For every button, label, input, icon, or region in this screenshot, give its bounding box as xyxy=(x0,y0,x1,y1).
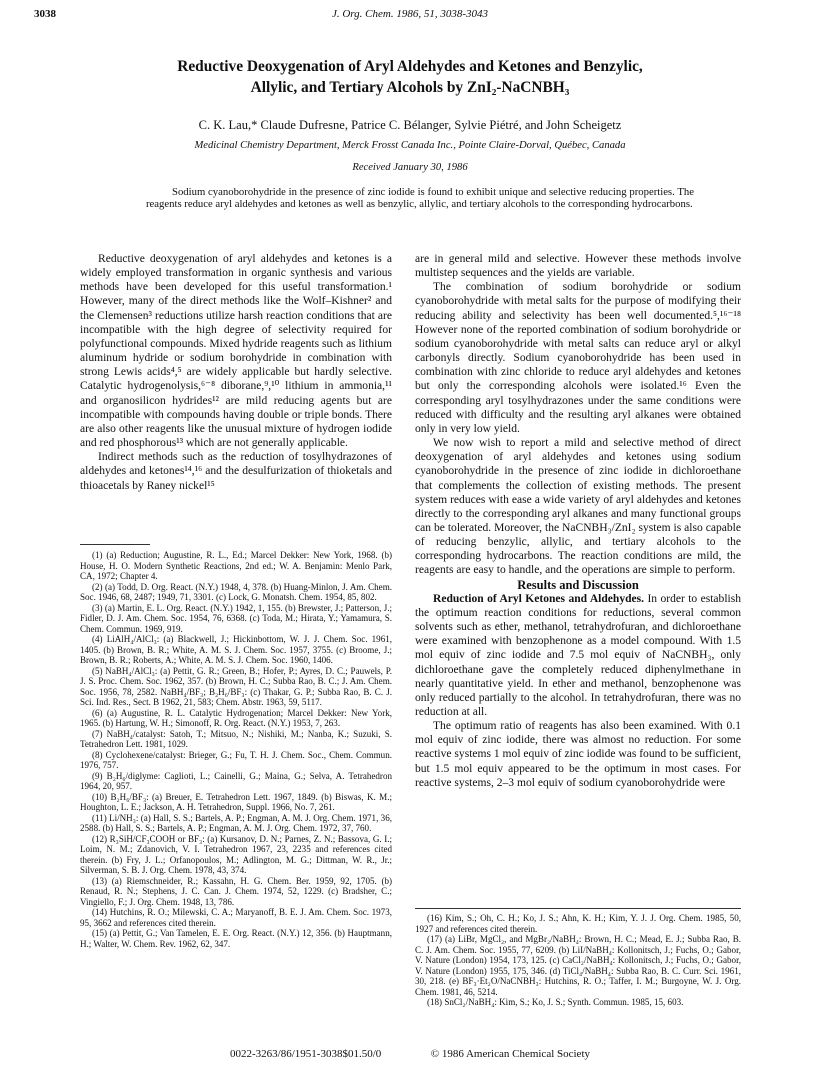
footnote: (4) LiAlH₄/AlCl₃: (a) Blackwell, J.; Hickinbottom, W. J. J. Chem. Soc. 1961, 1405. (b) Brown, B. R.; White, A. M. S. J. Chem. Soc. 1957, 3755. (c) Broome, J.; Brown, B. R.; Roberts, A.; White, A. M. S. J. Chem. Soc. 1960, 1406. xyxy=(80,634,392,665)
footnote: (5) NaBH₄/AlCl₃: (a) Pettit, G. R.; Green, B.; Hofer, P.; Ayres, D. C.; Pauwels, P. J. S. Proc. Chem. Soc. 1962, 357. (b) Brown, H. C.; Subba Rao, B. C.; J. Am. Chem. Soc. 1956, 78, 2582. NaBH₄/BF₃; B₂H₆/BF₃: (c) Thakar, G. P.; Subba Rao, B. C. J. Sci. Ind. Res., Sect. B 1962, 21, 583; Chem. Abstr. 1963, 59, 5117. xyxy=(80,665,392,707)
footnote: (2) (a) Todd, D. Org. React. (N.Y.) 1948, 4, 378. (b) Huang-Minlon, J. Am. Chem. Soc. 1946, 68, 2487; 1949, 71, 3301. (c) Lock, G. Monatsh. Chem. 1954, 85, 802. xyxy=(80,581,392,602)
received-date: Received January 30, 1986 xyxy=(352,162,468,173)
footnote: (18) SnCl₂/NaBH₄: Kim, S.; Ko, J. S.; Synth. Commun. 1985, 15, 603. xyxy=(427,997,684,1007)
footnote-divider xyxy=(80,544,150,545)
copyright: © 1986 American Chemical Society xyxy=(430,1048,590,1060)
abstract: Sodium cyanoborohydride in the presence of zinc iodide is found to exhibit unique and selective reducing properties. The reagents reduce aryl aldehydes and ketones as well as benzylic, allylic, and tertiary alcohols to the corresponding hydrocarbons. xyxy=(146,186,694,211)
journal-citation: J. Org. Chem. 1986, 51, 3038-3043 xyxy=(331,8,489,20)
article-title xyxy=(60,56,760,98)
title-line-2: Allylic, and Tertiary Alcohols by ZnI₂-NaCNBH₃ xyxy=(250,79,570,96)
title-line-1: Reductive Deoxygenation of Aryl Aldehydes and Ketones and Benzylic, xyxy=(177,58,643,75)
right-column xyxy=(415,252,741,790)
page-number: 3038 xyxy=(34,8,56,20)
right-footnotes xyxy=(415,913,741,1008)
section-heading: Results and Discussion xyxy=(517,577,639,592)
footnote: (1) (a) Reduction; Augustine, R. L., Ed.; Marcel Dekker: New York, 1968. (b) House, H. O. Modern Synthetic Reactions, 2nd ed.; W. A. Benjamin: Menlo Park, CA, 1972; Chapter 4. xyxy=(80,550,392,581)
left-footnotes xyxy=(80,550,392,949)
body-paragraph: Indirect methods such as the reduction of tosylhydrazones of aldehydes and ketones¹⁴,¹⁶ and the desulfurization of thioketals and thioacetals by Raney nickel¹⁵ xyxy=(80,451,392,492)
author-list: C. K. Lau,* Claude Dufresne, Patrice C. Bélanger, Sylvie Piétré, and John Scheigetz xyxy=(198,118,622,132)
footnote: (15) (a) Pettit, G.; Van Tamelen, E. E. Org. React. (N.Y.) 12, 356. (b) Hauptmann, H.; Walter, W. Chem. Rev. 1962, 62, 347. xyxy=(80,928,392,949)
footnote: (7) NaBH₄/catalyst: Satoh, T.; Mitsuo, N.; Nishiki, M.; Nanba, K.; Suzuki, S. Tetrahedron Lett. 1981, 1029. xyxy=(80,728,392,749)
footnote: (12) R₃SiH/CF₃COOH or BF₃: (a) Kursanov, D. N.; Parnes, Z. N.; Bassova, G. I.; Loim, N. M.; Zdanovich, V. I. Tetrahedron 1967, 23, 2235 and references cited therein. (b) Fry, J. L.; Orfanopoulos, M.; Adlington, M. G.; Dittman, W. R., Jr.; Silverman, S. B. J. Org. Chem. 1978, 43, 374. xyxy=(80,833,392,875)
body-paragraph: Reductive deoxygenation of aryl aldehydes and ketones is a widely employed transformation in organic synthesis and various methods have been developed for this useful transformation.¹ However, many of the direct methods like the Wolf–Kishner² and the Clemensen³ reductions utilize harsh reaction conditions that are incompatible with the high degree of selectivity required for polyfunctional compounds. Mixed hydride reagents such as lithium aluminum hydride or sodium borohydride in combination with strong Lewis acids⁴,⁵ are widely applicable but hardly selective. Catalytic hydrogenolysis,⁶⁻⁸ diborane,⁹,¹⁰ lithium in ammonia,¹¹ and organosilicon hydrides¹² are mild reducing agents but are incompatible with compounds having double or triple bonds. There are also other reagents like the unusual mixture of hydrogen iodide and red phosphorous¹³ which are not generally applicable. xyxy=(80,253,392,450)
subsection-heading: Reduction of Aryl Ketones and Aldehydes. xyxy=(433,592,645,605)
page-footer xyxy=(230,1048,590,1060)
affiliation: Medicinal Chemistry Department, Merck Frosst Canada Inc., Pointe Claire-Dorval, Québec, Canada xyxy=(194,140,626,151)
body-paragraph: are in general mild and selective. However these methods involve multistep sequences and the yields are variable. xyxy=(415,253,741,280)
footnote: (14) Hutchins, R. O.; Milewski, C. A.; Maryanoff, B. E. J. Am. Chem. Soc. 1973, 95, 3662 and references cited therein. xyxy=(80,907,392,928)
footnote: (10) B₂H₆/BF₃: (a) Breuer, E. Tetrahedron Lett. 1967, 1849. (b) Biswas, K. M.; Houghton, L. E.; Jackson, A. H. Tetrahedron, Suppl. 1966, No. 7, 261. xyxy=(80,791,392,812)
footnote: (6) (a) Augustine, R. L. Catalytic Hydrogenation; Marcel Dekker: New York, 1965. (b) Hartung, W. H.; Simonoff, R. Org. React. (N.Y.) 1953, 7, 263. xyxy=(80,707,392,728)
running-header xyxy=(34,8,786,24)
footnote: (13) (a) Riemschneider, R.; Kassahn, H. G. Chem. Ber. 1959, 92, 1705. (b) Renaud, R. N.; Stephens, J. C. Can. J. Chem. 1974, 52, 1229. (c) Bradsher, C.; Vingiello, F.; J. Org. Chem. 1948, 13, 786. xyxy=(80,875,392,907)
body-paragraph: The combination of sodium borohydride or sodium cyanoborohydride with metal salts for the purpose of modifying their reducing ability and selectivity has been well documented.⁵,¹⁶⁻¹⁸ However none of the reported combination of sodium borohydride or sodium cyanoborohydride with metal salts can reduce aryl or alkyl carbonyls directly. Sodium cyanoborohydride has been used in combination with zinc chloride to reduce aryl aldehydes and ketones but only the corresponding alcohols were isolated.¹⁶ Even the corresponding aryl tosylhydrazones under the same conditions were reduced with difficulty and the resulting aryl alkanes were obtained only in very low yield. xyxy=(415,281,741,435)
footnote: (9) B₂H₆/diglyme: Caglioti, L.; Cainelli, G.; Maina, G.; Selva, A. Tetrahedron 1964, 20, 957. xyxy=(80,770,392,791)
footnote: (17) (a) LiBr, MgCl₂, and MgBr₂/NaBH₄: Brown, H. C.; Mead, E. J.; Subba Rao, B. C. J. Am. Chem. Soc. 1955, 77, 6209. (b) LiI/NaBH₄: Kollonitsch, J.; Fuchs, O.; Gabor, V. Nature (London) 1954, 173, 125. (c) CaCl₂/NaBH₄: Kollonitsch, J.; Fuchs, O.; Gabor, V. Nature (London) 1955, 175, 346. (d) TiCl₄/NaBH₄: Subba Rao, B. C. Curr. Sci. 1961, 30, 218. (e) BF₃·Et₂O/NaCNBH₃: Hutchins, R. O.; Taffer, I. M.; Burgoyne, W. J. Org. Chem. 1981, 46, 5214. xyxy=(415,934,741,997)
left-column xyxy=(80,252,392,493)
footnote: (3) (a) Martin, E. L. Org. React. (N.Y.) 1942, 1, 155. (b) Brewster, J.; Patterson, J.; Fidler, D. J. Am. Chem. Soc. 1954, 76, 6368. (c) Toda, M.; Hirata, Y.; Yamamura, S. Chem. Commun. 1969, 919. xyxy=(80,602,392,634)
footnote: (16) Kim, S.; Oh, C. H.; Ko, J. S.; Ahn, K. H.; Kim, Y. J. J. Org. Chem. 1985, 50, 1927 and references cited therein. xyxy=(415,913,741,934)
body-paragraph: The optimum ratio of reagents has also been examined. With 0.1 mol equiv of zinc iodide, there was almost no reduction. For some reactive systems 1 mol equiv of zinc iodide was found to be sufficient, but 1.5 mol equiv appeared to be the optimum in most cases. For reactive systems, 2–3 mol equiv of sodium cyanoborohydride were xyxy=(415,720,741,789)
footnote-divider xyxy=(415,908,741,909)
body-text: In order to establish the optimum reaction conditions for reductions, several common solvents such as ether, methanol, tetrahydrofuran, and dichloroethane were examined with benzophenone as a model compound. With 1.5 mol equiv of zinc iodide and 7.5 mol equiv of NaCNBH₃, only dichloroethane gave the completely reduced diphenylmethane in nearly quantitative yield. In ether and methanol, benzophenone was only reduced partially to the alcohol. In tetrahydrofuran, there was no reduction at all. xyxy=(415,592,742,718)
body-paragraph: We now wish to report a mild and selective method of direct deoxygenation of aryl aldehydes and ketones using sodium cyanoborohydride in the presence of zinc iodide in dichloroethane that complements the collection of existing methods. The present system reduces with ease a wide variety of aryl aldehydes and ketones directly to the corresponding aryl alkanes and many functional groups can be tolerated. Moreover, the NaCNBH₃/ZnI₂ system is also capable of reducing benzylic, allylic, and tertiary alcohols to the corresponding hydrocarbons. The reaction conditions are mild, the reagents are easy to handle, and the operations are simple to perform. xyxy=(415,437,741,577)
body-paragraph xyxy=(415,592,741,719)
article-code: 0022-3263/86/1951-3038$01.50/0 xyxy=(230,1048,382,1060)
footnote: (8) Cyclohexene/catalyst: Brieger, G.; Fu, T. H. J. Chem. Soc., Chem. Commun. 1976, 757. xyxy=(80,749,392,770)
footnote: (11) Li/NH₃: (a) Hall, S. S.; Bartels, A. P.; Engman, A. M. J. Org. Chem. 1971, 36, 2588. (b) Hall, S. S.; Bartels, A. P.; Engman, A. M. J. Org. Chem. 1972, 37, 760. xyxy=(80,812,392,833)
